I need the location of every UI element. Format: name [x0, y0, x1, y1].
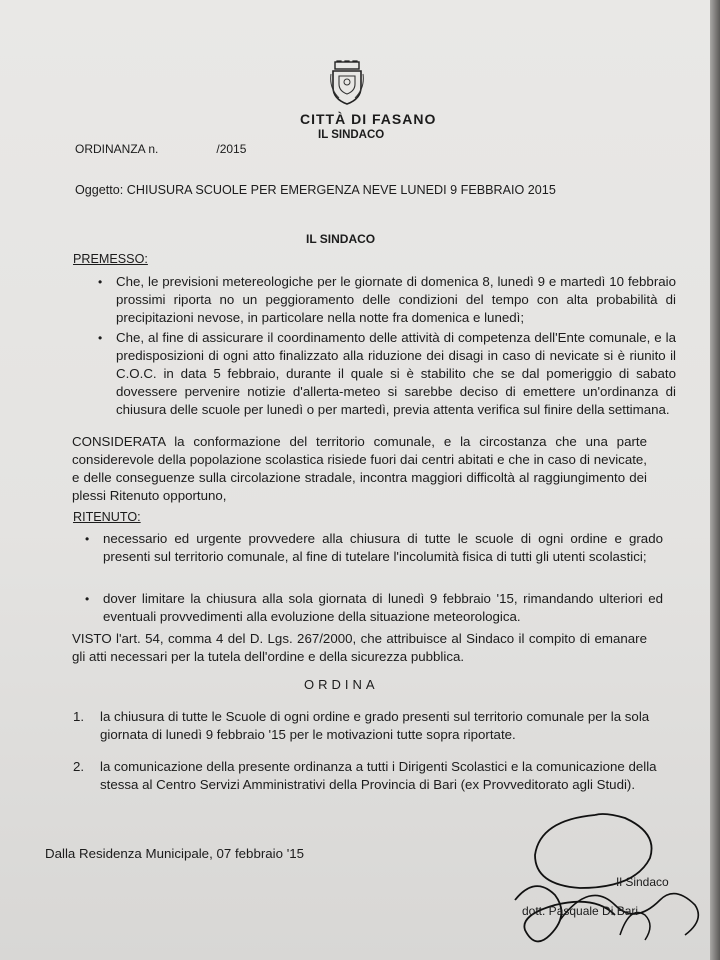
signatory-role: Il Sindaco: [616, 875, 669, 889]
premesso-label: PREMESSO:: [73, 252, 148, 266]
considerata-text: la conformazione del territorio comunale, e la circostanza che una parte considerevole della popolazione scolastica risiede fuori dai centri abitati e che in caso di nevicate, e delle conseguenze sulla circolazione stradale, incontra maggiori difficoltà al raggiungimento dei plessi Ritenuto opportuno,: [72, 434, 647, 503]
item-text: la comunicazione della presente ordinanza a tutti i Dirigenti Scolastici e la comunicazione della stessa al Centro Servizi Amministrativi della Provincia di Bari (ex Provveditorato agli Studi).: [100, 759, 657, 792]
considerata-keyword: CONSIDERATA: [72, 434, 166, 449]
considerata-paragraph: [72, 433, 647, 505]
place-and-date: Dalla Residenza Municipale, 07 febbraio '15: [45, 846, 305, 861]
ritenuto-label: RITENUTO:: [73, 510, 141, 524]
premesso-item: • Che, le previsioni metereologiche per le giornate di domenica 8, lunedì 9 e martedì 10 febbraio prossimi riporta no un peggioramento delle condizioni del tempo con alta probabilità di precipitazioni nevose, in particolare nella notte fra domenica e lunedì;: [116, 273, 676, 327]
item-number: 1.: [73, 709, 85, 724]
item-text: la chiusura di tutte le Scuole di ogni ordine e grado presenti sul territorio comunale per la sola giornata di lunedì 9 febbraio '15 per le motivazioni tutte sopra riportate.: [100, 709, 650, 742]
visto-paragraph: VISTO l'art. 54, comma 4 del D. Lgs. 267/2000, che attribuisce al Sindaco il compito di emanare gli atti necessari per la tutela dell'ordine e della sicurezza pubblica.: [72, 631, 647, 664]
background-edge: [710, 0, 720, 960]
ordina-heading: ORDINA: [304, 677, 379, 692]
ordinance-number: [75, 140, 246, 158]
subject-line: Oggetto: CHIUSURA SCUOLE PER EMERGENZA NEVE LUNEDI 9 FEBBRAIO 2015: [75, 183, 556, 197]
office-heading: IL SINDACO: [318, 129, 385, 141]
ritenuto-item: • dover limitare la chiusura alla sola giornata di lunedì 9 febbraio '15, rimandando ulteriori ed eventuali provvedimenti alla evoluzione della situazione meteorologica.: [103, 590, 663, 626]
handwritten-signature: [500, 800, 710, 960]
city-crest-emblem: [329, 60, 365, 106]
ordinance-label: ORDINANZA n.: [75, 142, 159, 156]
premesso-item: • Che, al fine di assicurare il coordinamento delle attività di competenza dell'Ente comunale, e la predisposizioni di ogni atto finalizzato alla riduzione dei disagi in caso di nevicate si è riunito il C.O.C. in data 5 febbraio, durante il quale si è stabilito che se dal pomeriggio di sabato dovessere pervenire notizie d'allerta-meteo si sarebbe deciso di emettere un'ordinanza di chiusura delle scuole per lunedì o per martedì, previa attenta verifica sul finire della settimana.: [116, 329, 676, 419]
item-number: 2.: [73, 759, 85, 774]
ordinance-year: /2015: [216, 142, 247, 156]
section-title: IL SINDACO: [306, 232, 376, 246]
ordina-item: [73, 708, 660, 744]
ritenuto-item: • necessario ed urgente provvedere alla chiusura di tutte le scuole di ogni ordine e grado presenti sul territorio comunale, al fine di tutelare l'incolumità fisica di tutti gli utenti scolastici;: [103, 530, 663, 566]
ordina-item: [73, 758, 660, 794]
city-name: CITTÀ DI FASANO: [300, 111, 437, 127]
signatory-name: dott. Pasquale Di Bari: [522, 904, 639, 918]
